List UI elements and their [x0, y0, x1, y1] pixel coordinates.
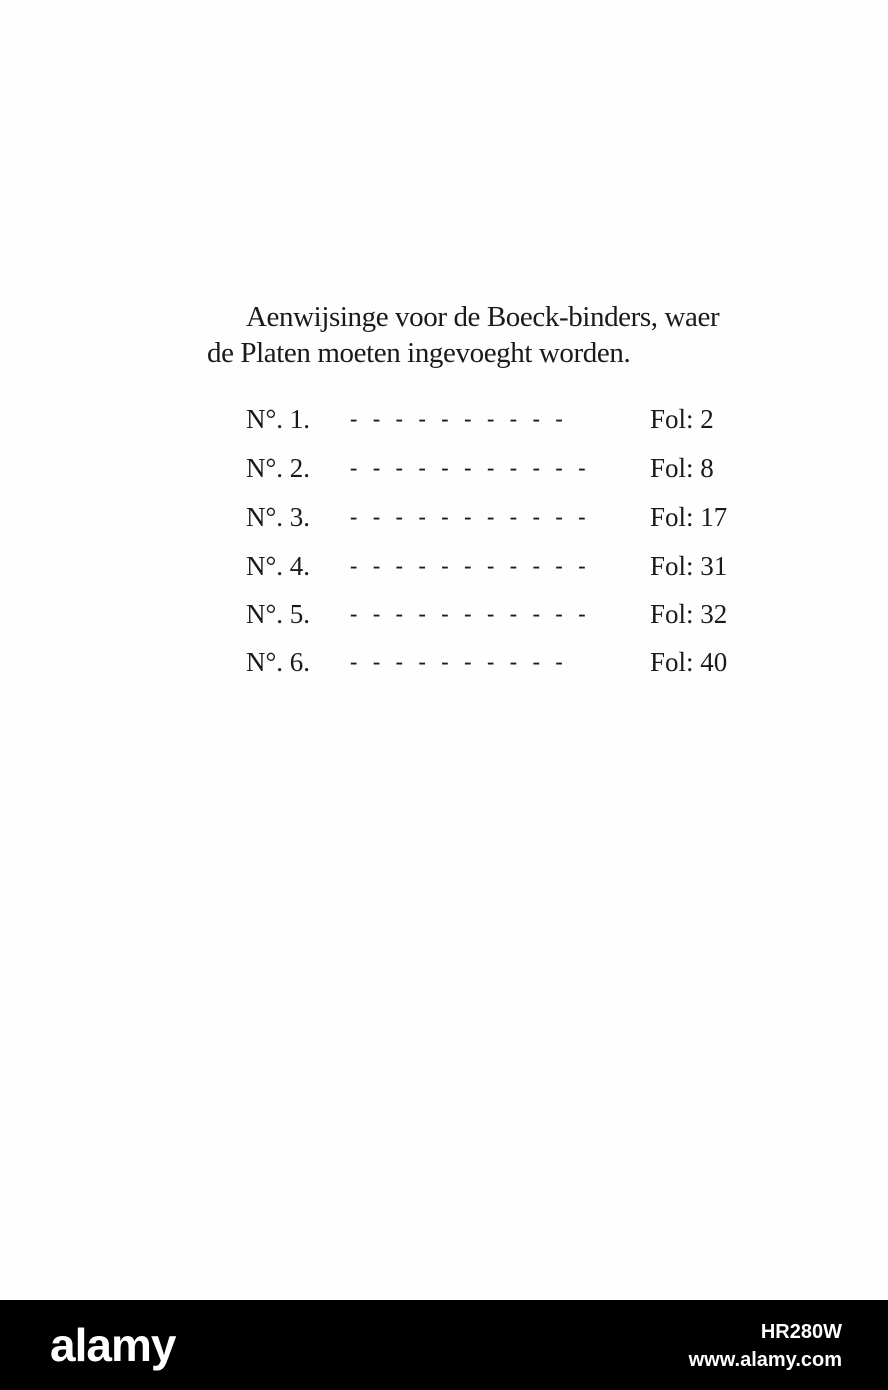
- folio-reference: Fol: 32: [650, 599, 728, 629]
- plate-number: N°. 2.: [246, 453, 311, 483]
- watermark-footer: [0, 1300, 888, 1390]
- folio-reference: Fol: 31: [650, 551, 728, 581]
- dot-leader: - - - - - - - - - - -: [350, 601, 591, 626]
- alamy-logo: alamy: [50, 1319, 176, 1371]
- heading-line-2: de Platen moeten ingevoeght worden.: [207, 337, 631, 369]
- plate-number: N°. 5.: [246, 599, 311, 629]
- dot-leader: - - - - - - - - - -: [350, 406, 568, 431]
- plate-number: N°. 3.: [246, 502, 311, 532]
- plate-entry-5: [246, 597, 756, 631]
- dot-leader: - - - - - - - - - -: [350, 649, 568, 674]
- plate-number: N°. 1.: [246, 404, 311, 434]
- plate-entry-3: [246, 500, 756, 534]
- image-id: HR280W: [760, 1321, 842, 1343]
- plate-entry-4: [246, 549, 756, 583]
- folio-reference: Fol: 17: [650, 502, 728, 532]
- plate-entry-1: [246, 402, 756, 436]
- dot-leader: - - - - - - - - - - -: [350, 455, 591, 480]
- folio-reference: Fol: 40: [650, 647, 728, 677]
- heading-line-1: Aenwijsinge voor de Boeck-binders, waer: [246, 301, 720, 333]
- folio-reference: Fol: 2: [650, 404, 714, 434]
- plate-entry-2: [246, 451, 756, 485]
- dot-leader: - - - - - - - - - - -: [350, 504, 591, 529]
- plate-number: N°. 4.: [246, 551, 311, 581]
- plate-number: N°. 6.: [246, 647, 311, 677]
- folio-reference: Fol: 8: [650, 453, 714, 483]
- plate-entry-6: [246, 645, 756, 679]
- dot-leader: - - - - - - - - - - -: [350, 553, 591, 578]
- site-url: www.alamy.com: [688, 1349, 842, 1371]
